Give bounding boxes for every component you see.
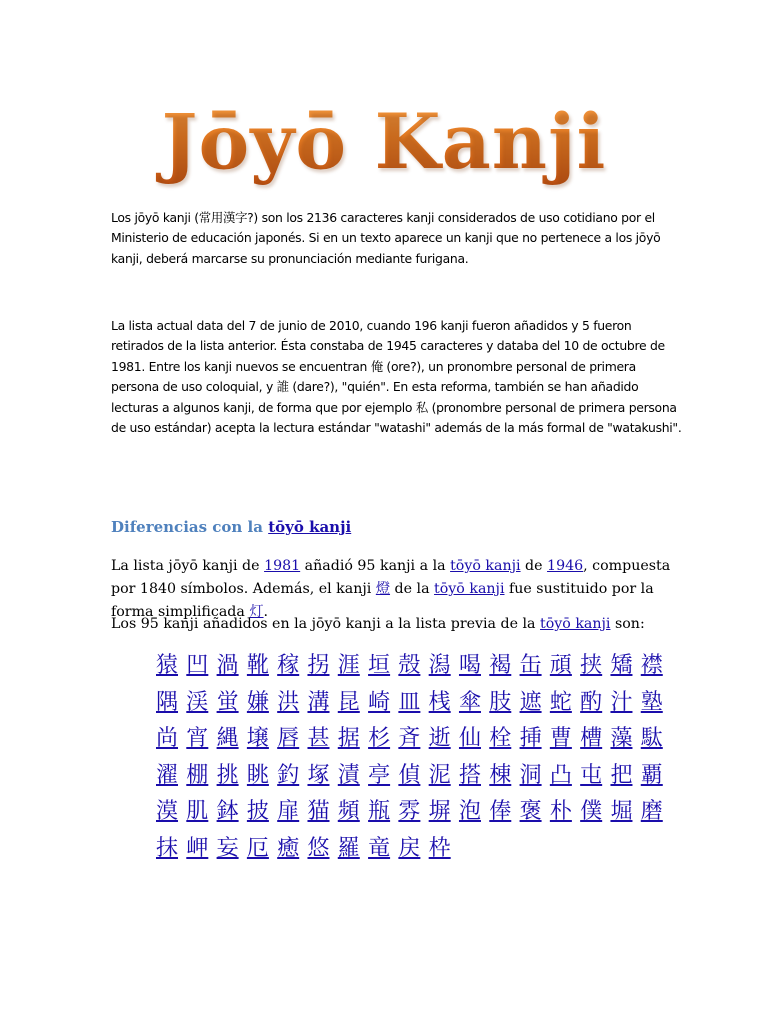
kanji-link[interactable]: 喝 xyxy=(458,653,481,678)
page-title: Jōyō Kanji xyxy=(0,92,768,192)
kanji-link[interactable]: 瓶 xyxy=(368,799,391,825)
kanji-link[interactable]: 遮 xyxy=(519,689,542,715)
kanji-link[interactable]: 雰 xyxy=(398,799,421,825)
kanji-link[interactable]: 据 xyxy=(337,726,360,752)
link-1981[interactable]: 1981 xyxy=(264,558,301,574)
kanji-link[interactable]: 眺 xyxy=(246,762,269,788)
kanji-link[interactable]: 渦 xyxy=(216,653,239,678)
kanji-link[interactable]: 泥 xyxy=(428,762,451,788)
kanji-link[interactable]: 塚 xyxy=(307,762,330,788)
kanji-link[interactable]: 斉 xyxy=(398,726,421,752)
link-toyo-kanji-3[interactable]: tōyō kanji xyxy=(540,616,611,632)
kanji-link[interactable]: 尚 xyxy=(156,726,179,752)
kanji-link[interactable]: 猿 xyxy=(156,653,179,678)
kanji-link[interactable]: 駄 xyxy=(640,726,663,752)
kanji-link[interactable]: 悠 xyxy=(307,835,330,861)
kanji-link[interactable]: 棟 xyxy=(489,762,512,788)
kanji-link[interactable]: 凸 xyxy=(549,762,572,788)
kanji-link[interactable]: 披 xyxy=(246,799,269,825)
kanji-link[interactable]: 厄 xyxy=(246,835,269,861)
kanji-link[interactable]: 濯 xyxy=(156,762,179,788)
kanji-link[interactable]: 褒 xyxy=(519,799,542,825)
kanji-link[interactable]: 甚 xyxy=(307,726,330,752)
kanji-link[interactable]: 塀 xyxy=(428,799,451,825)
kanji-link[interactable]: 傘 xyxy=(458,689,481,715)
kanji-link[interactable]: 俸 xyxy=(489,799,512,825)
kanji-link[interactable]: 泡 xyxy=(458,799,481,825)
kanji-link[interactable]: 垣 xyxy=(368,653,391,678)
text-segment: son: xyxy=(610,616,645,632)
text-segment: fue sustituido por la forma simplificada xyxy=(111,581,654,620)
kanji-link[interactable]: 亭 xyxy=(368,762,391,788)
kanji-link[interactable]: 偵 xyxy=(398,762,421,788)
kanji-link[interactable]: 栓 xyxy=(489,726,512,752)
kanji-link[interactable]: 鉢 xyxy=(216,799,239,825)
kanji-link[interactable]: 杉 xyxy=(368,726,391,752)
kanji-link[interactable]: 酌 xyxy=(580,689,603,715)
kanji-link[interactable]: 頻 xyxy=(337,799,360,825)
kanji-link[interactable]: 岬 xyxy=(186,835,209,861)
kanji-link[interactable]: 挑 xyxy=(216,762,239,788)
kanji-link[interactable]: 挟 xyxy=(580,653,603,678)
kanji-link[interactable]: 蛍 xyxy=(216,689,239,715)
kanji-link[interactable]: 皿 xyxy=(398,689,421,715)
intro-paragraph: Los jōyō kanji (常用漢字?) son los 2136 caracteres kanji considerados de uso cotidiano por el Ministerio de educación japonés. Si en un texto aparece un kanji que no pertenece a los jōyō kanji, deberá marcarse su pronunciación mediante furigana. xyxy=(111,210,661,266)
link-toyo-kanji-2[interactable]: tōyō kanji xyxy=(434,581,505,597)
kanji-link[interactable]: 癒 xyxy=(277,835,300,861)
kanji-grid xyxy=(156,648,676,868)
kanji-link[interactable]: 潟 xyxy=(428,653,451,678)
kanji-link[interactable]: 棚 xyxy=(186,762,209,788)
kanji-link[interactable]: 矯 xyxy=(610,653,633,678)
kanji-link[interactable]: 覇 xyxy=(640,762,663,788)
kanji-link[interactable]: 洞 xyxy=(519,762,542,788)
text-segment: añadió 95 kanji a la xyxy=(300,558,451,574)
text-segment: de la xyxy=(390,581,435,597)
kanji-link[interactable]: 洪 xyxy=(277,689,300,715)
kanji-link[interactable]: 搭 xyxy=(458,762,481,788)
kanji-link[interactable]: 隅 xyxy=(156,689,179,715)
kanji-link[interactable]: 藻 xyxy=(610,726,633,752)
kanji-link[interactable]: 堀 xyxy=(610,799,633,825)
kanji-link[interactable]: 褐 xyxy=(489,653,512,678)
kanji-link[interactable]: 渓 xyxy=(186,689,209,715)
kanji-link[interactable]: 扉 xyxy=(277,799,300,825)
kanji-link[interactable]: 縄 xyxy=(216,726,239,752)
kanji-link[interactable]: 溝 xyxy=(307,689,330,715)
kanji-link[interactable]: 崎 xyxy=(368,689,391,715)
kanji-link[interactable]: 朴 xyxy=(549,799,572,825)
section-heading-text: Diferencias con la xyxy=(111,518,269,536)
added-kanji-intro xyxy=(111,613,691,636)
link-kanji-old[interactable]: 燈 xyxy=(375,581,391,597)
kanji-link[interactable]: 竜 xyxy=(368,835,391,861)
kanji-link[interactable]: 汁 xyxy=(610,689,633,715)
kanji-link[interactable]: 桟 xyxy=(428,689,451,715)
kanji-link[interactable]: 塾 xyxy=(640,689,663,715)
kanji-link[interactable]: 靴 xyxy=(246,653,269,678)
kanji-link[interactable]: 缶 xyxy=(519,653,542,678)
text-segment: de xyxy=(520,558,548,574)
kanji-link[interactable]: 拐 xyxy=(307,653,330,678)
kanji-link[interactable]: 磨 xyxy=(640,799,663,825)
kanji-link[interactable]: 妄 xyxy=(216,835,239,861)
kanji-link[interactable]: 槽 xyxy=(580,726,603,752)
kanji-link[interactable]: 羅 xyxy=(337,835,360,861)
kanji-link[interactable]: 壌 xyxy=(246,726,269,752)
kanji-link[interactable]: 釣 xyxy=(277,762,300,788)
kanji-link[interactable]: 把 xyxy=(610,762,633,788)
kanji-link[interactable]: 殻 xyxy=(398,653,421,678)
kanji-link[interactable]: 肢 xyxy=(489,689,512,715)
text-segment: Los 95 kanji añadidos en la jōyō kanji a la lista previa de la xyxy=(111,616,541,632)
kanji-link[interactable]: 仙 xyxy=(458,726,481,752)
kanji-link[interactable]: 漠 xyxy=(156,799,179,825)
kanji-link[interactable]: 肌 xyxy=(186,799,209,825)
reform-paragraph: La lista actual data del 7 de junio de 2010, cuando 196 kanji fueron añadidos y 5 fueron retirados de la lista anterior. Ésta constaba de 1945 caracteres y databa del 10 de octubre de 1981. Entre los kanji nuevos se encuentran 俺 (ore?), un pronombre personal de primera persona de uso coloquial, y 誰 (dare?), "quién". En esta reforma, también se han añadido lecturas a algunos kanji, de forma que por ejemplo 私 (pronombre personal de primera persona de uso estándar) acepta la lectura estándar "watashi" además de la más formal de "watakushi". xyxy=(111,318,682,436)
kanji-link[interactable]: 頑 xyxy=(549,653,572,678)
kanji-link[interactable]: 屯 xyxy=(580,762,603,788)
kanji-link[interactable]: 挿 xyxy=(519,726,542,752)
text-segment: . xyxy=(263,604,269,620)
kanji-link[interactable]: 宵 xyxy=(186,726,209,752)
link-1946[interactable]: 1946 xyxy=(547,558,584,574)
kanji-link[interactable]: 蛇 xyxy=(549,689,572,715)
kanji-link[interactable]: 逝 xyxy=(428,726,451,752)
kanji-link[interactable]: 戻 xyxy=(398,835,421,861)
kanji-link[interactable]: 襟 xyxy=(640,653,663,678)
kanji-link[interactable]: 嫌 xyxy=(246,689,269,715)
kanji-link[interactable]: 凹 xyxy=(186,653,209,678)
kanji-link[interactable]: 涯 xyxy=(337,653,360,678)
text-segment: La lista jōyō kanji de xyxy=(111,558,265,574)
link-toyo-kanji[interactable]: tōyō kanji xyxy=(450,558,521,574)
toyo-kanji-heading-link[interactable]: tōyō kanji xyxy=(268,518,352,536)
kanji-link[interactable]: 唇 xyxy=(277,726,300,752)
kanji-link[interactable]: 漬 xyxy=(337,762,360,788)
kanji-link[interactable]: 昆 xyxy=(337,689,360,715)
kanji-link[interactable]: 猫 xyxy=(307,799,330,825)
kanji-link[interactable]: 抹 xyxy=(156,835,179,861)
kanji-link[interactable]: 僕 xyxy=(580,799,603,825)
section-heading xyxy=(111,518,351,536)
text-segment: , compuesta por 1840 símbolos. Además, el kanji xyxy=(111,558,671,597)
link-kanji-new[interactable]: 灯 xyxy=(249,604,264,620)
kanji-link[interactable]: 稼 xyxy=(277,653,300,678)
kanji-link[interactable]: 曹 xyxy=(549,726,572,752)
kanji-link[interactable]: 枠 xyxy=(428,835,451,861)
